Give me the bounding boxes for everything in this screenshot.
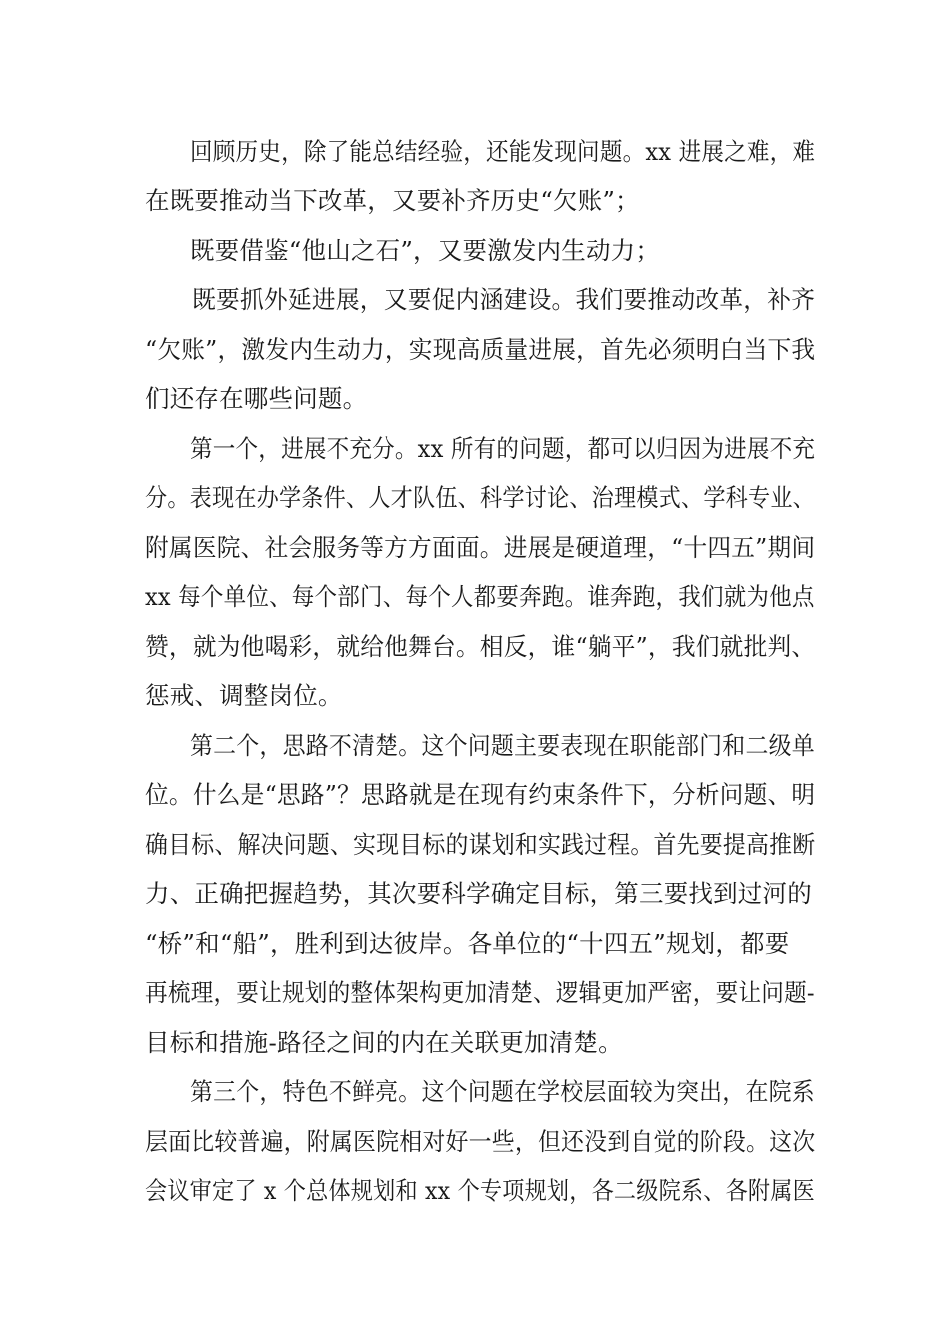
text-line: 位。什么是“思路”？思路就是在现有约束条件下，分析问题、明 [145,780,816,809]
text-line: 既要抓外延进展，又要促内涵建设。我们要推动改革，补齐 [192,285,816,314]
text-line: 分。表现在办学条件、人才队伍、科学讨论、治理模式、学科专业、 [145,483,816,512]
text-line: 附属医院、社会服务等方方面面。进展是硬道理，“十四五”期间 [145,533,816,562]
text-line: xx 每个单位、每个部门、每个人都要奔跑。谁奔跑，我们就为他点 [145,582,815,611]
text-line: “欠账”，激发内生动力，实现高质量进展，首先必须明白当下我 [145,335,816,364]
text-line: 赞，就为他喝彩，就给他舞台。相反，谁“躺平”，我们就批判、 [145,632,816,661]
text-line: 们还存在哪些问题。 [145,384,368,413]
text-line: 力、正确把握趋势，其次要科学确定目标，第三要找到过河的 [145,879,812,908]
text-line: 再梳理，要让规划的整体架构更加清楚、逻辑更加严密，要让问题- [145,978,815,1007]
text-line: 回顾历史，除了能总结经验，还能发现问题。xx 进展之难，难 [190,137,816,166]
text-line: 既要借鉴“他山之石”，又要激发内生动力； [190,236,661,265]
text-line: 第三个，特色不鲜亮。这个问题在学校层面较为突出，在院系 [190,1077,815,1106]
text-line: 在既要推动当下改革，又要补齐历史“欠账”； [145,186,640,215]
text-line: 确目标、解决问题、实现目标的谋划和实践过程。首先要提高推断 [145,830,816,859]
text-line: 惩戒、调整岗位。 [145,681,343,710]
text-line: 会议审定了 x 个总体规划和 xx 个专项规划，各二级院系、各附属医 [145,1176,815,1205]
text-line: 目标和措施-路径之间的内在关联更加清楚。 [145,1028,623,1057]
text-line: “桥”和“船”，胜利到达彼岸。各单位的“十四五”规划，都要 [145,929,790,958]
text-line: 层面比较普遍，附属医院相对好一些，但还没到自觉的阶段。这次 [145,1127,816,1156]
text-line: 第一个，进展不充分。xx 所有的问题，都可以归因为进展不充 [190,434,816,463]
text-line: 第二个，思路不清楚。这个问题主要表现在职能部门和二级单 [190,731,815,760]
